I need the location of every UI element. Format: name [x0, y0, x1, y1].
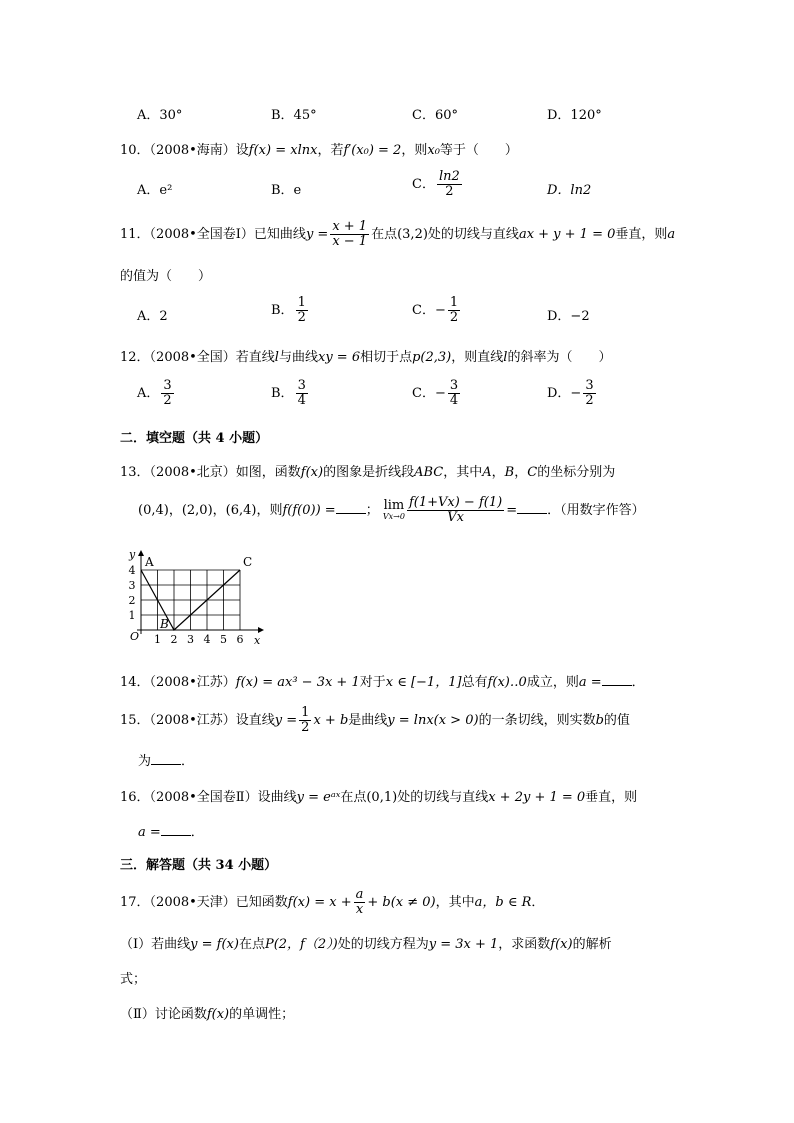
q13-ffo: f(f(0)) =: [282, 503, 336, 518]
q17-part1-line: y = 3x + 1: [428, 937, 499, 952]
fraction-denominator: 2: [163, 393, 172, 408]
q16-line-eq: x + 2y + 1 = 0: [488, 790, 586, 805]
q10-suffix: 等于（ ）: [439, 143, 518, 158]
q13-fx: f(x): [300, 465, 324, 480]
fraction-numerator: 1: [297, 295, 306, 310]
q12-option-b: [271, 379, 310, 408]
origin-label: O: [130, 630, 140, 643]
fraction-numerator: 3: [297, 378, 306, 393]
q10-mid: ，若: [317, 143, 344, 158]
q15-suffix: 的值: [603, 713, 630, 728]
q16-point: (0,1): [366, 790, 398, 805]
q13-prefix: 13．（2008•北京）如图，函数: [120, 465, 301, 480]
q17-part2: [120, 1003, 294, 1022]
q11-option-a: A．2: [137, 309, 168, 324]
fraction-numerator: 1: [449, 295, 459, 310]
q14-blank: [602, 673, 632, 686]
q10-option-b: B．e: [271, 183, 302, 198]
q16-line2-text: a =: [138, 825, 161, 840]
q15-line2: [138, 750, 194, 769]
q11-var: a: [667, 227, 676, 242]
q12-l1: l: [274, 350, 279, 365]
limit-subscript: Vx→0: [382, 512, 405, 521]
q10-mid2: ，则: [401, 143, 428, 158]
fraction-numerator: f(1+Vx) − f(1): [408, 495, 503, 510]
q12-option-b-label: B．: [271, 386, 294, 401]
q13-c: C: [527, 465, 538, 480]
q10-option-c-fraction: [437, 170, 462, 199]
q10-option-d: D．ln2: [547, 183, 592, 198]
q11-prefix: 11．（2008•全国卷Ⅰ）已知曲线: [120, 227, 306, 242]
q13-suffix: 的坐标分别为: [537, 465, 616, 480]
x-tick-label: 4: [203, 633, 211, 646]
q17-part1-mid: 在点: [238, 937, 265, 952]
q12-option-c: [412, 379, 462, 408]
q17-part2-fx: f(x): [206, 1007, 230, 1022]
q11-y-eq: y =: [305, 227, 329, 242]
q12-stem: [120, 346, 611, 365]
q17-mid: ，其中: [435, 895, 475, 910]
q12-point: p(2,3): [412, 350, 452, 365]
q13-tail: ．（用数字作答）: [547, 503, 645, 518]
x-tick-label: 1: [154, 633, 161, 646]
q12-option-c-label: C．−: [412, 386, 446, 401]
q16-line2: [138, 821, 204, 840]
q9-option-a: A．30°: [137, 108, 183, 123]
q17-part1-point: P(2，f（2）): [264, 937, 338, 952]
q15-mid2: 的一条切线，则实数: [478, 713, 596, 728]
q17-part1-suffix: 的解析: [572, 937, 612, 952]
q17-part1-cont: 式；: [120, 972, 147, 987]
q10-expr1: f(x) = xlnx: [248, 143, 318, 158]
y-axis-arrow: [138, 550, 144, 556]
fraction-numerator: 1: [301, 705, 310, 720]
fraction-numerator: 3: [585, 378, 594, 393]
q16-suffix: 垂直，则: [585, 790, 638, 805]
q15-y-eq: y =: [274, 713, 298, 728]
q17-part1-prefix: （Ⅰ）若曲线: [120, 937, 191, 952]
q14-range: x ∈ [−1，1]: [385, 675, 462, 690]
q14-mid3: 成立，则: [526, 675, 579, 690]
q13-chart: [118, 535, 268, 650]
q10-expr2: f′(x₀) = 2: [343, 143, 402, 158]
point-label-c: C: [243, 555, 253, 569]
q13-blank-2: [517, 501, 547, 514]
q15-line2-text: 为: [138, 754, 152, 769]
q15-curve: y = lnx(x > 0): [387, 713, 479, 728]
q12-option-b-fraction: [296, 379, 308, 408]
q12-suffix: 的斜率为（ ）: [507, 350, 612, 365]
q13-line2: [138, 496, 645, 525]
q12-prefix: 12．（2008•全国）若直线: [120, 350, 275, 365]
q11-stem: [120, 220, 675, 249]
y-tick-label: 1: [128, 609, 136, 622]
q12-option-d: [547, 379, 598, 408]
q11-mid2: 处的切线与直线: [427, 227, 519, 242]
q11-option-c-fraction: [448, 296, 460, 325]
q17-part1-mid3: ，求函数: [498, 937, 551, 952]
q16-prefix: 16．（2008•全国卷Ⅱ）设曲线: [120, 790, 297, 805]
fraction-denominator: 2: [449, 310, 459, 325]
q15-end: ．: [181, 754, 195, 769]
q9-option-d: D．120°: [547, 108, 602, 123]
q13-limit-fraction: [407, 496, 504, 525]
q15-mid: 是曲线: [348, 713, 388, 728]
q12-mid3: ，则直线: [451, 350, 504, 365]
x-axis-arrow: [258, 627, 264, 633]
fraction-numerator: ln2: [438, 169, 460, 184]
section-heading-solutions: 三．解答题（共 34 小题）: [120, 858, 278, 873]
q11-fraction: [330, 220, 369, 249]
q10-option-a: A．e²: [137, 183, 173, 198]
q13-abc: ABC: [414, 465, 444, 480]
q13-blank-1: [336, 501, 366, 514]
fraction-denominator: Vx: [447, 510, 464, 525]
fraction-denominator: 2: [445, 184, 454, 199]
fraction-denominator: x: [355, 902, 364, 917]
limit-word: lim: [383, 498, 405, 513]
q15-fraction: [299, 706, 311, 735]
point-label-a: A: [145, 555, 154, 569]
q14-mid: 对于: [359, 675, 386, 690]
y-tick-label: 3: [128, 579, 136, 592]
q10-prefix: 10．（2008•海南）设: [120, 143, 249, 158]
q13-coords: (0,4)，(2,0)，(6,4): [138, 503, 257, 518]
q15-rest: x + b: [313, 713, 349, 728]
q12-option-d-fraction: [583, 379, 595, 408]
q9-option-c: C．60°: [412, 108, 458, 123]
q10-option-c-label: C．: [412, 177, 435, 192]
q12-option-a-label: A．: [137, 386, 160, 401]
q11-option-c: [412, 296, 462, 325]
q14-expr: f(x) = ax³ − 3x + 1: [235, 675, 360, 690]
q14-prefix: 14．（2008•江苏）: [120, 675, 236, 690]
q13-semi: ；: [365, 503, 379, 518]
q17-prefix: 17．（2008•天津）已知函数: [120, 895, 288, 910]
q16-mid2: 处的切线与直线: [397, 790, 489, 805]
q11-line-eq: ax + y + 1 = 0: [518, 227, 616, 242]
q11-option-c-label: C．−: [412, 303, 446, 318]
q11-option-b-fraction: [296, 296, 308, 325]
x-tick-label: 5: [220, 633, 227, 646]
q13-line2-mid: ，则: [256, 503, 283, 518]
x-tick-label: 6: [236, 633, 244, 646]
fraction-denominator: 4: [297, 393, 306, 408]
q17-stem: [120, 888, 544, 917]
q12-curve: xy = 6: [317, 350, 361, 365]
y-tick-label: 4: [128, 564, 136, 577]
q17-vars: a，b ∈ R: [474, 895, 532, 910]
y-axis-label: y: [129, 548, 136, 561]
x-axis-label: x: [254, 634, 261, 647]
fraction-numerator: 3: [163, 378, 172, 393]
fraction-numerator: a: [355, 887, 364, 902]
q13-mid: 的图象是折线段: [323, 465, 415, 480]
q13-a: A: [482, 465, 492, 480]
q12-mid: 与曲线: [278, 350, 318, 365]
fraction-denominator: x − 1: [332, 234, 368, 249]
fraction-denominator: 4: [449, 393, 459, 408]
q16-curve: y = eᵃˣ: [296, 790, 341, 805]
q14-cond: f(x)‥0: [487, 675, 527, 690]
q13-limit: [383, 500, 405, 521]
q17-part1-curve: y = f(x): [190, 937, 239, 952]
q16-mid: 在点: [340, 790, 367, 805]
q14-mid2: 总有: [461, 675, 488, 690]
q11-mid3: 垂直，则: [615, 227, 668, 242]
q17-part1-mid2: 处的切线方程为: [337, 937, 429, 952]
q13-eq: =: [506, 503, 518, 518]
q10-option-c: [412, 170, 464, 199]
q17-part1-fx: f(x): [550, 937, 573, 952]
q15-line1: [120, 706, 630, 735]
q13-b: B: [504, 465, 515, 480]
q15-blank: [151, 752, 181, 765]
q16-blank: [161, 823, 191, 836]
y-tick-label: 2: [128, 594, 136, 607]
q15-b: b: [595, 713, 604, 728]
q12-mid2: 相切于点: [360, 350, 413, 365]
fraction-numerator: 3: [449, 378, 459, 393]
q16-line1: [120, 786, 637, 805]
q12-option-c-fraction: [448, 379, 460, 408]
q11-option-b: [271, 296, 310, 325]
q12-option-a: [137, 379, 176, 408]
q17-rest: + b(x ≠ 0): [367, 895, 436, 910]
q13-mid2: ，其中: [443, 465, 483, 480]
q10-expr3: x₀: [427, 143, 440, 158]
fraction-denominator: 2: [301, 720, 310, 735]
q17-end: ．: [531, 895, 545, 910]
x-tick-label: 3: [187, 633, 194, 646]
q16-end: ．: [190, 825, 204, 840]
q17-fraction: [354, 888, 366, 917]
q17-part2-suffix: 的单调性；: [229, 1007, 295, 1022]
q17-part1: [120, 933, 612, 952]
fraction-numerator: x + 1: [332, 219, 368, 234]
q12-l2: l: [503, 350, 508, 365]
q12-option-d-label: D．−: [547, 386, 582, 401]
q10-stem: [120, 139, 518, 158]
x-tick-label: 2: [170, 633, 178, 646]
section-heading-fill-in: 二．填空题（共 4 小题）: [120, 431, 269, 446]
q14-end: ．: [631, 675, 645, 690]
q13-line1: 13．（2008•北京）如图，函数f(x)的图象是折线段ABC，其中A，B，C的坐标分别为: [120, 465, 616, 480]
q11-point: (3,2): [397, 227, 428, 242]
q11-option-b-label: B．: [271, 303, 294, 318]
q17-fx: f(x) = x +: [287, 895, 352, 910]
q15-prefix: 15．（2008•江苏）设直线: [120, 713, 275, 728]
q17-part2-prefix: （Ⅱ）讨论函数: [120, 1007, 207, 1022]
q11-continuation: 的值为（ ）: [120, 269, 212, 284]
q11-mid: 在点: [371, 227, 398, 242]
fraction-denominator: 2: [585, 393, 594, 408]
q11-option-d: D．−2: [547, 309, 590, 324]
q9-option-b: B．45°: [271, 108, 317, 123]
q12-option-a-fraction: [161, 379, 173, 408]
point-label-b: B: [160, 617, 169, 631]
q14-var: a =: [578, 675, 602, 690]
fraction-denominator: 2: [297, 310, 306, 325]
q14-stem: [120, 671, 645, 690]
